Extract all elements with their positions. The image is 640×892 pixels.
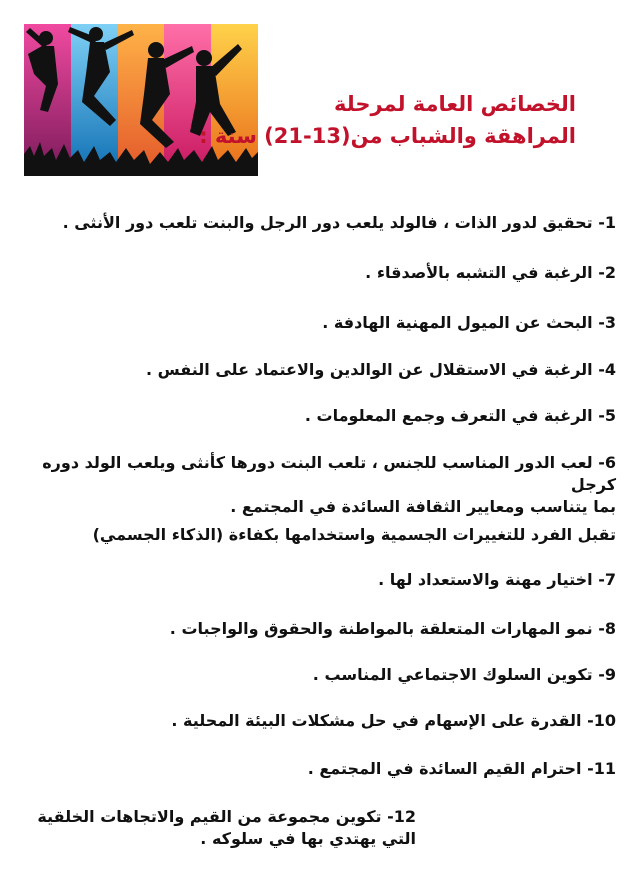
list-item: 8- نمو المهارات المتعلقة بالمواطنة والحقوق والواجبات . (169, 619, 616, 638)
list-item: 4- الرغبة في الاستقلال عن الوالدين والاعتماد على النفس . (145, 360, 616, 379)
list-item-line-1: 12- تكوين مجموعة من القيم والاتجاهات الخلقية (37, 807, 416, 826)
jumping-silhouettes-icon (24, 24, 258, 176)
list-item: 11- احترام القيم السائدة في المجتمع . (307, 759, 616, 778)
banner-image (24, 24, 258, 176)
list-item-line-2: التي يهتدي بها في سلوكه . (200, 829, 416, 848)
list-item: 7- اختيار مهنة والاستعداد لها . (378, 570, 616, 589)
page-title (199, 88, 576, 152)
title-line-1: الخصائص العامة لمرحلة (334, 92, 576, 116)
title-line-2: المراهقة والشباب من(13-21) سنة : (199, 124, 576, 148)
list-item: 9- تكوين السلوك الاجتماعي المناسب . (312, 665, 616, 684)
list-item: 10- القدرة على الإسهام في حل مشكلات البيئة المحلية . (171, 711, 616, 730)
list-item: 1- تحقيق لدور الذات ، فالولد يلعب دور الرجل والبنت تلعب دور الأنثى . (62, 213, 616, 232)
list-item-line-1: 6- لعب الدور المناسب للجنس ، تلعب البنت دورها كأنثى ويلعب الولد دوره كرجل (42, 453, 616, 494)
list-item (37, 806, 416, 850)
list-item: تقبل الفرد للتغييرات الجسمية واستخدامها بكفاءة (الذكاء الجسمي) (92, 525, 616, 544)
list-item (20, 452, 616, 518)
list-item: 5- الرغبة في التعرف وجمع المعلومات . (304, 406, 616, 425)
list-item-line-2: بما يتناسب ومعايير الثقافة السائدة في المجتمع . (230, 497, 616, 516)
list-item: 2- الرغبة في التشبه بالأصدقاء . (365, 263, 616, 282)
list-item: 3- البحث عن الميول المهنية الهادفة . (322, 313, 616, 332)
